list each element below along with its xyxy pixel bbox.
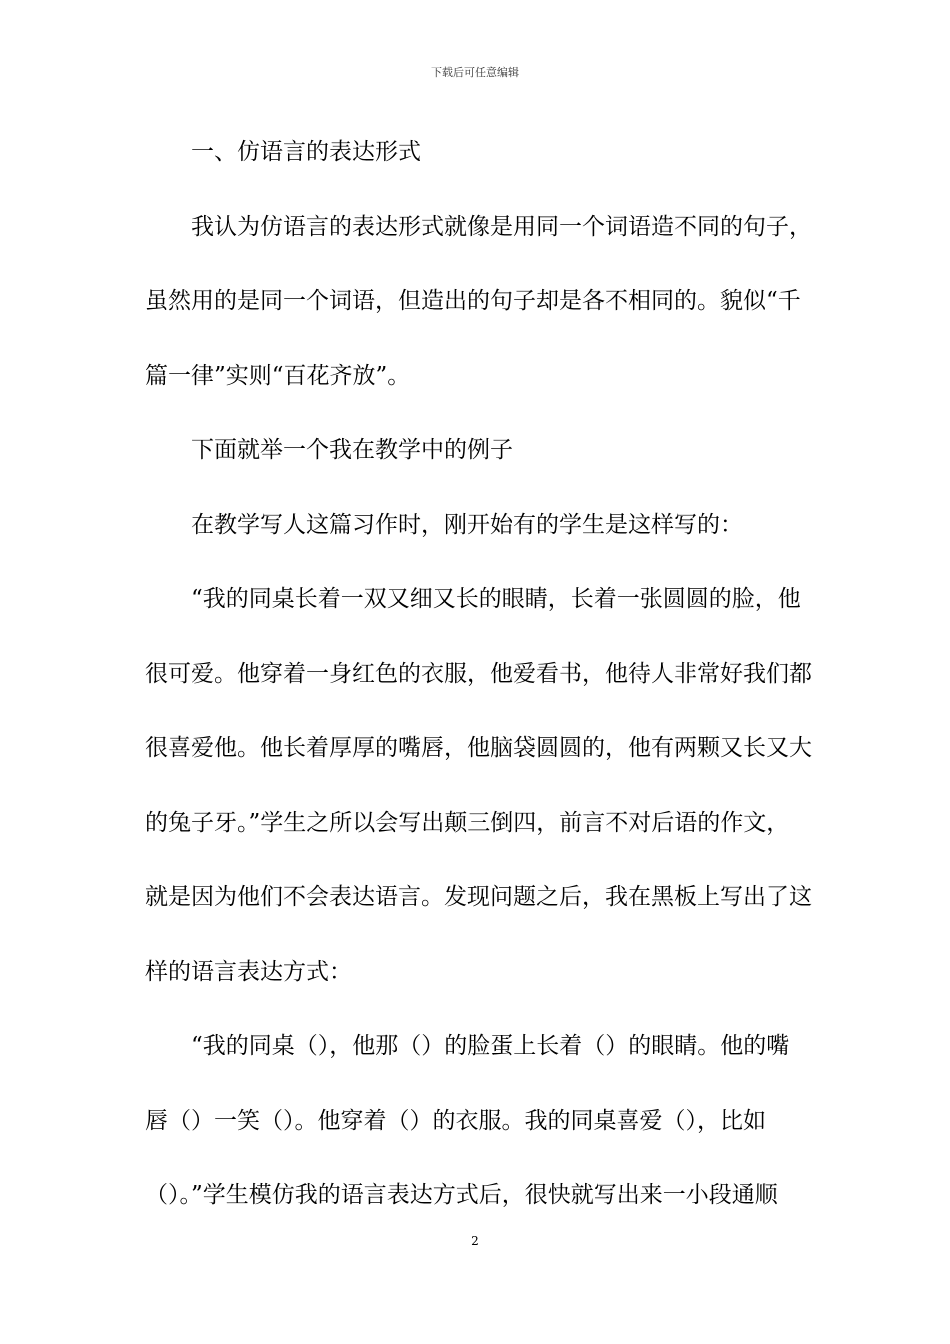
section-heading: 一、仿语言的表达形式	[191, 139, 421, 165]
paragraph-line: “我的同桌（），他那（）的脸蛋上长着（）的眼睛。他的嘴	[191, 1033, 790, 1059]
paragraph-line: 在教学写人这篇习作时，刚开始有的学生是这样写的：	[191, 511, 743, 538]
paragraph-line: 很喜爱他。他长着厚厚的嘴唇，他脑袋圆圆的，他有两颗又长又大	[145, 735, 812, 761]
paragraph-line: 虽然用的是同一个词语，但造出的句子却是各不相同的。貌似“千	[145, 288, 801, 314]
paragraph-line: 我认为仿语言的表达形式就像是用同一个词语造不同的句子，	[191, 213, 812, 240]
paragraph-line: “我的同桌长着一双又细又长的眼睛，长着一张圆圆的脸，他	[191, 586, 801, 612]
page-header: 下载后可任意编辑	[431, 66, 519, 79]
page-number: 2	[471, 1234, 479, 1248]
paragraph-line: 唇（）一笑（）。他穿着（）的衣服。我的同桌喜爱（），比如	[145, 1107, 766, 1134]
paragraph-line: 就是因为他们不会表达语言。发现问题之后，我在黑板上写出了这	[145, 884, 812, 910]
paragraph-line: 的兔子牙。”学生之所以会写出颠三倒四，前言不对后语的作文，	[145, 809, 790, 836]
paragraph-line: （）。”学生模仿我的语言表达方式后，很快就写出来一小段通顺	[145, 1182, 778, 1208]
paragraph-line: 篇一律”实则“百花齐放”。	[145, 362, 411, 389]
paragraph-line: 下面就举一个我在教学中的例子	[191, 437, 513, 463]
document-body	[145, 128, 812, 1246]
paragraph-line: 很可爱。他穿着一身红色的衣服，他爱看书，他待人非常好我们都	[145, 660, 812, 687]
paragraph-line: 样的语言表达方式：	[145, 958, 352, 985]
